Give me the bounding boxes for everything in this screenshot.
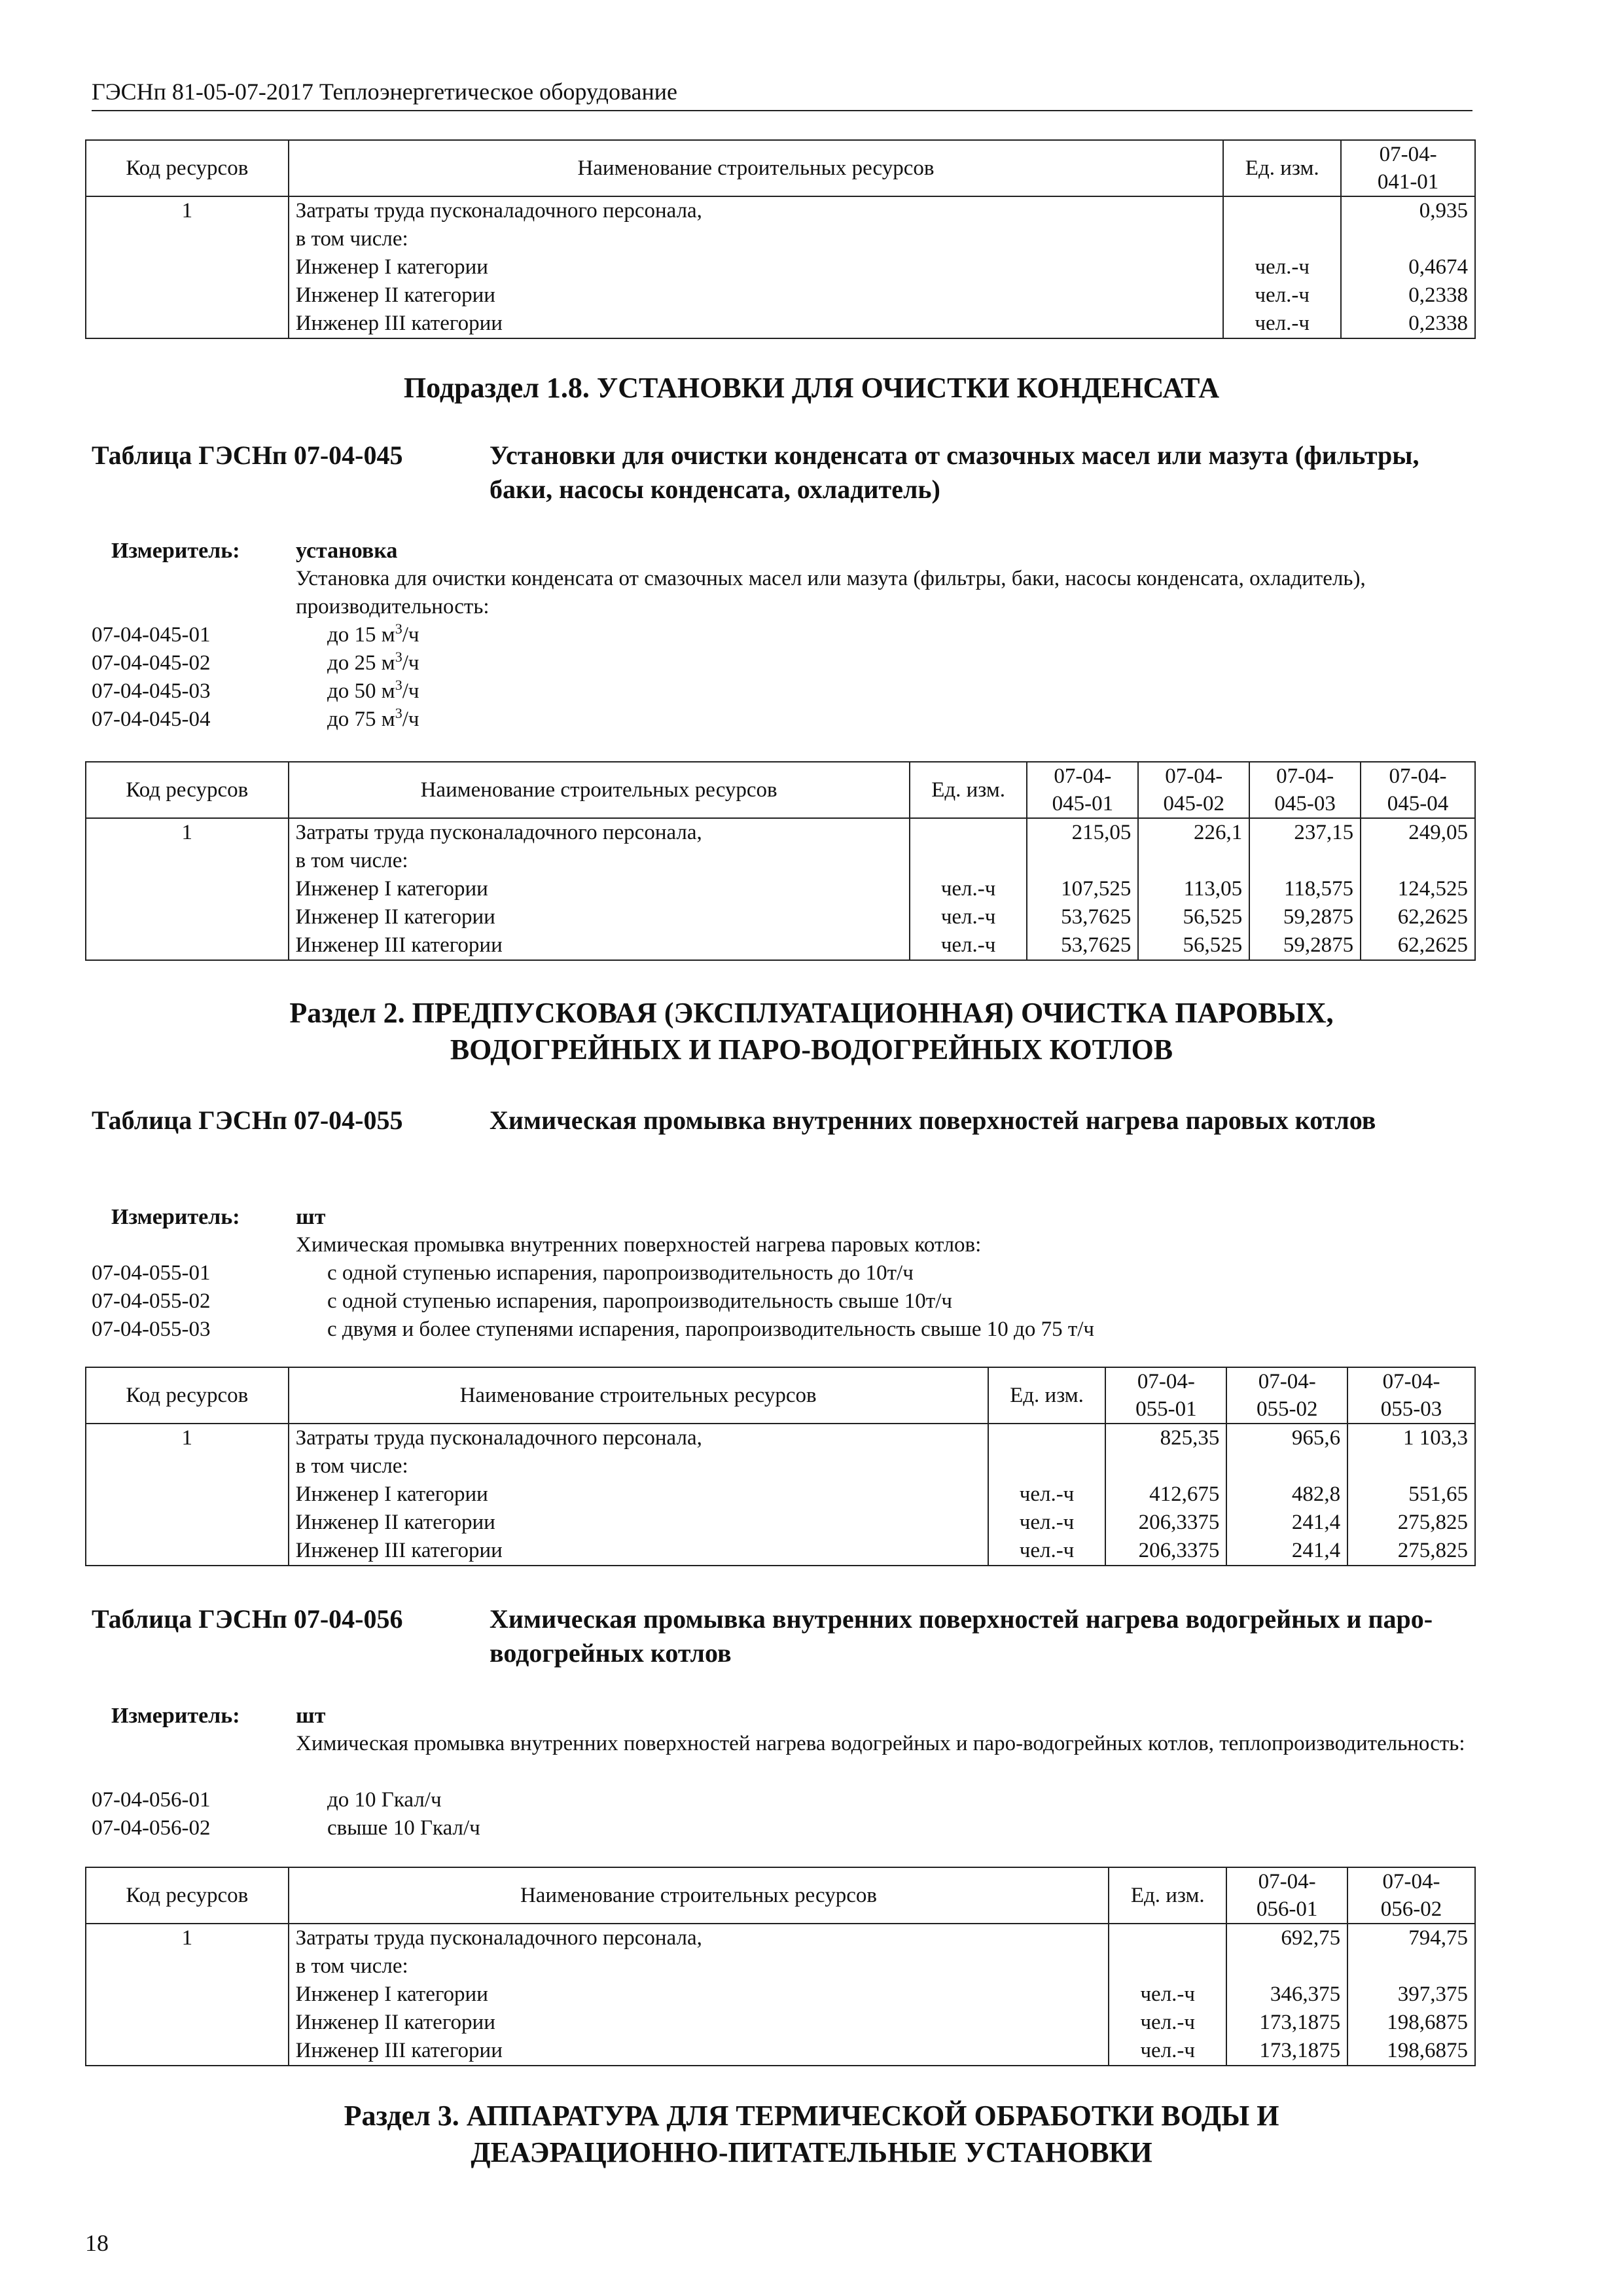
header-norm-code: 07-04- 056-01 <box>1226 1867 1347 1924</box>
resource-table-056 <box>85 1867 1476 2066</box>
resource-name: в том числе: <box>295 227 408 251</box>
cell-code <box>86 818 289 960</box>
cell-value <box>1226 1924 1347 2066</box>
header-name: Наименование строительных ресурсов <box>289 1367 988 1424</box>
table-row <box>86 818 1475 960</box>
resource-unit: чел.-ч <box>1140 2011 1196 2034</box>
table-label-056: Таблица ГЭСНп 07-04-056 <box>92 1604 403 1634</box>
header-norm-code: 07-04- 056-02 <box>1347 1867 1475 1924</box>
resource-value: 412,675 <box>1149 1482 1220 1506</box>
resource-value <box>1348 225 1468 253</box>
header-norm-code: 07-04- 045-01 <box>1027 762 1138 818</box>
resource-value: 237,15 <box>1294 821 1354 844</box>
resource-table-045 <box>85 761 1476 961</box>
item-code: 07-04-056-02 <box>92 1816 211 1840</box>
item-code: 07-04-045-04 <box>92 708 211 731</box>
item-superscript: 3 <box>395 649 402 665</box>
resource-value: 0,4674 <box>1408 255 1468 279</box>
resource-value: 173,1875 <box>1259 2011 1341 2034</box>
resource-value: 62,2625 <box>1397 905 1468 929</box>
cell-value <box>1027 818 1138 960</box>
resource-name: Затраты труда пусконаладочного персонала, <box>295 1926 702 1950</box>
resource-value <box>1355 1952 1468 1981</box>
resource-unit: чел.-ч <box>1255 255 1310 279</box>
resource-value: 794,75 <box>1408 1926 1468 1950</box>
section-heading-3: Раздел 3. АППАРАТУРА ДЛЯ ТЕРМИЧЕСКОЙ ОБРАБОТКИ ВОДЫ И ДЕАЭРАЦИОННО-ПИТАТЕЛЬНЫЕ УСТАНОВКИ <box>344 2100 1279 2168</box>
measure-unit-045: установка <box>296 539 398 563</box>
resource-name: Инженер I категории <box>295 1982 488 2006</box>
item-text: с двумя и более ступенями испарения, паропроизводительность свыше 10 до 75 т/ч <box>327 1318 1095 1341</box>
resource-name: Инженер I категории <box>295 877 488 901</box>
table-title-055: Химическая промывка внутренних поверхностей нагрева паровых котлов <box>490 1105 1376 1135</box>
header-name: Наименование строительных ресурсов <box>289 762 910 818</box>
resource-value: 118,575 <box>1284 877 1354 901</box>
item-unit-tail: /ч <box>402 708 419 731</box>
resource-value <box>1368 847 1468 875</box>
header-unit: Ед. изм. <box>910 762 1027 818</box>
header-unit: Ед. изм. <box>1109 1867 1226 1924</box>
resource-value: 226,1 <box>1193 821 1243 844</box>
header-code: Код ресурсов <box>86 1367 289 1424</box>
measure-description-045: Установка для очистки конденсата от смазочных масел или мазута (фильтры, баки, насосы конденсата, охладитель), производительность: <box>296 567 1366 619</box>
item-text: с одной ступенью испарения, паропроизводительность свыше 10т/ч <box>327 1289 952 1313</box>
cell-value <box>1347 1424 1475 1566</box>
resource-code <box>93 1452 281 1480</box>
resource-value <box>1355 1452 1468 1480</box>
header-unit: Ед. изм. <box>988 1367 1106 1424</box>
cell-name <box>289 818 910 960</box>
header-norm-code: 07-04- 055-01 <box>1105 1367 1226 1424</box>
resource-unit <box>1116 1952 1219 1981</box>
table-row <box>86 196 1475 338</box>
resource-code: 1 <box>181 199 193 223</box>
section-heading-2: Раздел 2. ПРЕДПУСКОВАЯ (ЭКСПЛУАТАЦИОННАЯ) ОЧИСТКА ПАРОВЫХ, ВОДОГРЕЙНЫХ И ПАРО-ВОДОГРЕЙНЫХ КОТЛОВ <box>289 997 1334 1066</box>
item-unit-tail: /ч <box>402 679 419 703</box>
table-header-row <box>86 140 1475 196</box>
item-description <box>327 1786 442 1814</box>
table-header-row <box>86 1367 1475 1424</box>
item-description <box>327 706 419 734</box>
item-text: свыше 10 Гкал/ч <box>327 1816 480 1840</box>
table-label-045: Таблица ГЭСНп 07-04-045 <box>92 440 403 470</box>
item-code: 07-04-055-02 <box>92 1289 211 1313</box>
item-text: до 50 м <box>327 679 395 703</box>
resource-value: 1 103,3 <box>1403 1426 1468 1450</box>
header-code: Код ресурсов <box>86 1867 289 1924</box>
resource-value: 53,7625 <box>1061 905 1132 929</box>
item-code: 07-04-045-01 <box>92 623 211 647</box>
header-code: Код ресурсов <box>86 762 289 818</box>
resource-name: Инженер III категории <box>295 2039 503 2062</box>
resource-value <box>1234 1452 1340 1480</box>
resource-value: 0,2338 <box>1408 283 1468 307</box>
item-text: с одной ступенью испарения, паропроизводительность до 10т/ч <box>327 1261 914 1285</box>
resource-name: Затраты труда пусконаладочного персонала, <box>295 199 702 223</box>
resource-value: 965,6 <box>1291 1426 1341 1450</box>
header-name: Наименование строительных ресурсов <box>289 1867 1109 1924</box>
cell-unit <box>988 1424 1106 1566</box>
resource-name: Инженер III категории <box>295 312 503 335</box>
resource-value: 53,7625 <box>1061 933 1132 957</box>
resource-name: Инженер II категории <box>295 905 495 929</box>
resource-value <box>1257 847 1353 875</box>
resource-value: 173,1875 <box>1259 2039 1341 2062</box>
cell-unit <box>1223 196 1341 338</box>
cell-code <box>86 196 289 338</box>
cell-value <box>1341 196 1475 338</box>
resource-code <box>93 253 281 281</box>
resource-unit: чел.-ч <box>1255 312 1310 335</box>
resource-unit: чел.-ч <box>940 905 996 929</box>
header-code: Код ресурсов <box>86 140 289 196</box>
resource-code <box>93 1480 281 1509</box>
resource-name: в том числе: <box>295 849 408 872</box>
resource-value: 124,525 <box>1397 877 1468 901</box>
resource-value: 397,375 <box>1397 1982 1468 2006</box>
item-code: 07-04-055-01 <box>92 1261 211 1285</box>
resource-unit: чел.-ч <box>1019 1539 1075 1562</box>
resource-name: Инженер II категории <box>295 283 495 307</box>
resource-value: 0,935 <box>1419 199 1468 223</box>
cell-value <box>1361 818 1475 960</box>
measure-unit-056: шт <box>296 1704 326 1728</box>
resource-value: 206,3375 <box>1138 1511 1220 1534</box>
resource-value <box>1145 847 1242 875</box>
item-description <box>327 1814 480 1842</box>
resource-code <box>93 2009 281 2037</box>
resource-name: Затраты труда пусконаладочного персонала, <box>295 821 702 844</box>
resource-value: 275,825 <box>1397 1511 1468 1534</box>
resource-unit: чел.-ч <box>940 933 996 957</box>
resource-value: 198,6875 <box>1387 2039 1468 2062</box>
resource-value <box>1113 1452 1219 1480</box>
resource-value: 0,2338 <box>1408 312 1468 335</box>
item-unit-tail: /ч <box>402 623 419 647</box>
item-description <box>327 649 419 677</box>
resource-unit <box>917 847 1020 875</box>
subsection-heading-1-8: Подраздел 1.8. УСТАНОВКИ ДЛЯ ОЧИСТКИ КОНДЕНСАТА <box>403 372 1220 404</box>
resource-code <box>93 1509 281 1537</box>
resource-unit: чел.-ч <box>1255 283 1310 307</box>
item-code: 07-04-055-03 <box>92 1318 211 1341</box>
cell-value <box>1226 1424 1347 1566</box>
resource-unit <box>1116 1924 1219 1952</box>
resource-value: 56,525 <box>1183 905 1243 929</box>
cell-name <box>289 1424 988 1566</box>
item-description <box>327 621 419 649</box>
page-number: 18 <box>85 2230 109 2256</box>
resource-code: 1 <box>181 821 193 844</box>
resource-value: 346,375 <box>1270 1982 1341 2006</box>
resource-name: Инженер I категории <box>295 1482 488 1506</box>
cell-code <box>86 1924 289 2066</box>
cell-value <box>1249 818 1361 960</box>
item-text: до 75 м <box>327 708 395 731</box>
measure-label-055: Измеритель: <box>111 1205 240 1229</box>
resource-unit: чел.-ч <box>1019 1511 1075 1534</box>
resource-code <box>93 875 281 903</box>
item-description <box>327 1259 914 1287</box>
resource-name: в том числе: <box>295 1454 408 1478</box>
resource-name: Инженер II категории <box>295 2011 495 2034</box>
resource-unit: чел.-ч <box>1140 1982 1196 2006</box>
resource-value <box>1034 847 1131 875</box>
resource-unit <box>995 1424 1099 1452</box>
item-code: 07-04-056-01 <box>92 1788 211 1812</box>
resource-value: 215,05 <box>1071 821 1132 844</box>
resource-value: 482,8 <box>1291 1482 1341 1506</box>
resource-unit: чел.-ч <box>940 877 996 901</box>
resource-value: 198,6875 <box>1387 2011 1468 2034</box>
table-header-row <box>86 762 1475 818</box>
item-text: до 15 м <box>327 623 395 647</box>
resource-value: 59,2875 <box>1283 905 1354 929</box>
item-superscript: 3 <box>395 620 402 637</box>
resource-unit: чел.-ч <box>1019 1482 1075 1506</box>
measure-description-056: Химическая промывка внутренних поверхностей нагрева водогрейных и паро-водогрейных котлов, теплопроизводительность: <box>296 1732 1465 1755</box>
header-norm-code: 07-04- 045-04 <box>1361 762 1475 818</box>
header-name: Наименование строительных ресурсов <box>289 140 1224 196</box>
item-superscript: 3 <box>395 705 402 721</box>
item-code: 07-04-045-03 <box>92 679 211 703</box>
measure-label-045: Измеритель: <box>111 539 240 563</box>
cell-name <box>289 1924 1109 2066</box>
cell-name <box>289 196 1224 338</box>
header-norm-code: 07-04- 045-03 <box>1249 762 1361 818</box>
header-unit: Ед. изм. <box>1223 140 1341 196</box>
cell-value <box>1138 818 1249 960</box>
resource-code: 1 <box>181 1426 193 1450</box>
item-text: до 10 Гкал/ч <box>327 1788 442 1812</box>
resource-unit <box>1230 197 1334 225</box>
resource-unit <box>1230 225 1334 253</box>
resource-value: 249,05 <box>1408 821 1468 844</box>
resource-value: 59,2875 <box>1283 933 1354 957</box>
item-description <box>327 1287 952 1316</box>
resource-value: 113,05 <box>1183 877 1243 901</box>
resource-name: Затраты труда пусконаладочного персонала, <box>295 1426 702 1450</box>
resource-code: 1 <box>181 1926 193 1950</box>
resource-table-055 <box>85 1367 1476 1566</box>
resource-value: 692,75 <box>1281 1926 1341 1950</box>
table-row <box>86 1424 1475 1566</box>
header-norm-code: 07-04- 055-03 <box>1347 1367 1475 1424</box>
resource-code <box>93 847 281 875</box>
resource-value: 241,4 <box>1291 1539 1341 1562</box>
resource-value: 551,65 <box>1408 1482 1468 1506</box>
resource-value: 62,2625 <box>1397 933 1468 957</box>
cell-value <box>1347 1924 1475 2066</box>
resource-value: 107,525 <box>1061 877 1132 901</box>
table-label-055: Таблица ГЭСНп 07-04-055 <box>92 1105 403 1135</box>
resource-code <box>93 1952 281 1981</box>
table-title-056: Химическая промывка внутренних поверхностей нагрева водогрейных и паро-водогрейных котлов <box>490 1604 1433 1668</box>
measure-unit-055: шт <box>296 1205 326 1229</box>
item-superscript: 3 <box>395 677 402 693</box>
header-norm-code: 07-04- 041-01 <box>1341 140 1475 196</box>
resource-code <box>93 2037 281 2065</box>
resource-value: 241,4 <box>1291 1511 1341 1534</box>
resource-code <box>93 1981 281 2009</box>
resource-name: Инженер II категории <box>295 1511 495 1534</box>
resource-name: Инженер III категории <box>295 1539 503 1562</box>
header-norm-code: 07-04- 045-02 <box>1138 762 1249 818</box>
header-norm-code: 07-04- 055-02 <box>1226 1367 1347 1424</box>
resource-name: Инженер I категории <box>295 255 488 279</box>
cell-value <box>1105 1424 1226 1566</box>
resource-value: 56,525 <box>1183 933 1243 957</box>
resource-unit: чел.-ч <box>1140 2039 1196 2062</box>
table-row <box>86 1924 1475 2066</box>
resource-code <box>93 931 281 960</box>
resource-unit <box>917 819 1020 847</box>
resource-name: в том числе: <box>295 1954 408 1978</box>
resource-value: 275,825 <box>1397 1539 1468 1562</box>
cell-code <box>86 1424 289 1566</box>
resource-value <box>1234 1952 1340 1981</box>
cell-unit <box>910 818 1027 960</box>
resource-name: Инженер III категории <box>295 933 503 957</box>
resource-code <box>93 281 281 310</box>
table-title-045: Установки для очистки конденсата от смазочных масел или мазута (фильтры, баки, насосы конденсата, охладитель) <box>490 440 1419 504</box>
resource-value: 206,3375 <box>1138 1539 1220 1562</box>
resource-code <box>93 903 281 931</box>
resource-value: 825,35 <box>1160 1426 1220 1450</box>
resource-code <box>93 1537 281 1565</box>
item-description <box>327 1316 1094 1344</box>
measure-label-056: Измеритель: <box>111 1704 240 1728</box>
item-text: до 25 м <box>327 651 395 675</box>
item-unit-tail: /ч <box>402 651 419 675</box>
resource-unit <box>995 1452 1099 1480</box>
item-description <box>327 677 419 706</box>
item-code: 07-04-045-02 <box>92 651 211 675</box>
resource-code <box>93 225 281 253</box>
resource-table-041 <box>85 139 1476 339</box>
cell-unit <box>1109 1924 1226 2066</box>
measure-description-055: Химическая промывка внутренних поверхностей нагрева паровых котлов: <box>296 1233 982 1257</box>
running-header: ГЭСНп 81-05-07-2017 Теплоэнергетическое оборудование <box>92 77 1472 111</box>
resource-code <box>93 310 281 338</box>
table-header-row <box>86 1867 1475 1924</box>
